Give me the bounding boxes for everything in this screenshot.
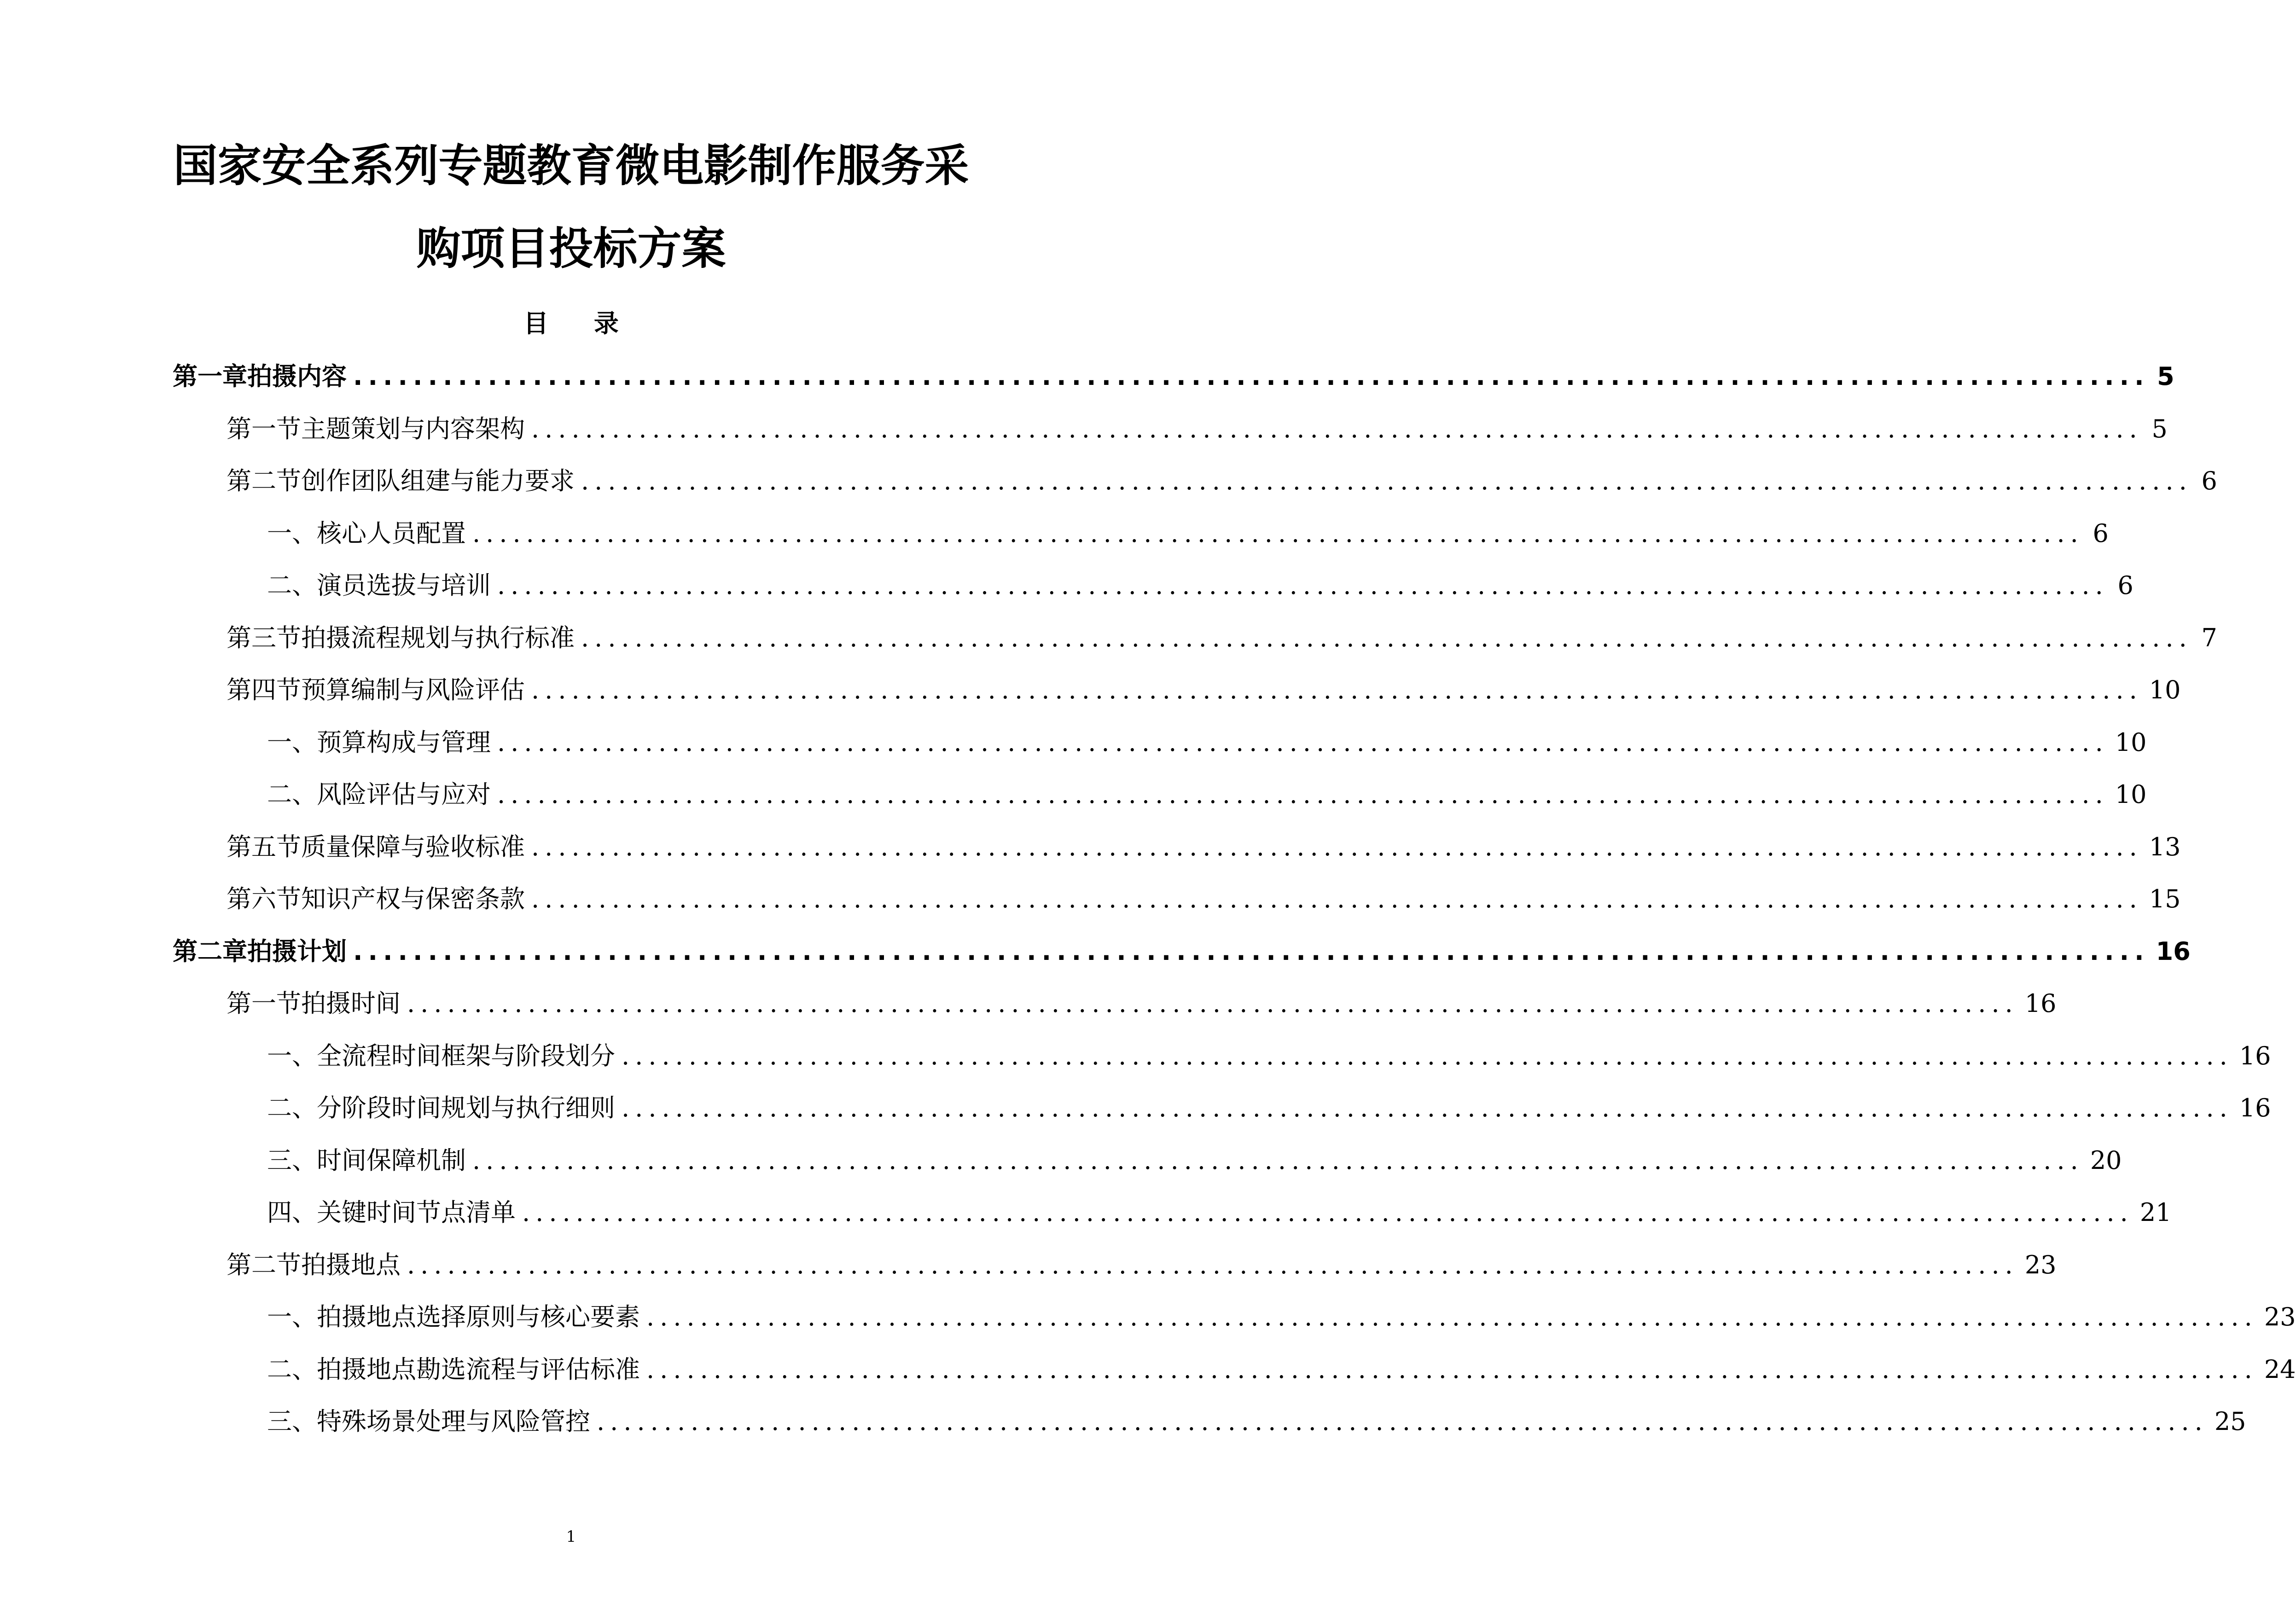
toc-entry[interactable]	[267, 514, 2109, 549]
toc-entry[interactable]	[173, 357, 2174, 392]
toc-entry[interactable]	[267, 1193, 2172, 1228]
toc-dot-leader: ........................................................................................................................	[407, 1250, 2018, 1279]
toc-entry[interactable]	[227, 879, 2181, 914]
toc-entry-number: 一、	[267, 727, 317, 757]
toc-entry-number: 第一节	[227, 414, 301, 443]
toc-entry-number: 一、	[267, 1041, 317, 1070]
toc-entry-title: 风险评估与应对	[317, 780, 491, 809]
toc-dot-leader: ........................................................................................................................	[353, 362, 2150, 391]
toc-entry-title: 演员选拔与培训	[317, 571, 491, 600]
toc-dot-leader: ........................................................................................................................	[407, 989, 2018, 1018]
toc-entry[interactable]	[267, 775, 2147, 810]
toc-entry-title: 预算构成与管理	[317, 727, 491, 757]
toc-entry[interactable]	[173, 932, 2191, 967]
toc-entry[interactable]	[227, 409, 2168, 444]
toc-entry-page: 10	[2115, 727, 2147, 757]
toc-entry-number: 第二节	[227, 1250, 301, 1279]
toc-heading: 目 录	[523, 309, 637, 338]
toc-entry-title: 关键时间节点清单	[317, 1198, 516, 1227]
toc-entry[interactable]	[267, 1036, 2271, 1071]
toc-dot-leader: ........................................................................................................................	[622, 1041, 2233, 1070]
toc-entry-title: 知识产权与保密条款	[301, 884, 525, 913]
toc-entry-number: 第二章	[173, 936, 247, 966]
toc-entry-page: 20	[2090, 1145, 2122, 1175]
toc-entry-number: 二、	[267, 571, 317, 600]
toc-entry-number: 第五节	[227, 832, 301, 861]
toc-entry-page: 15	[2149, 884, 2181, 913]
document-title-line-2: 购项目投标方案	[416, 223, 726, 274]
page-number: 1	[566, 1528, 576, 1546]
toc-dot-leader: ........................................................................................................................	[353, 936, 2150, 966]
toc-entry-title: 特殊场景处理与风险管控	[317, 1407, 590, 1436]
toc-entry-title: 核心人员配置	[317, 518, 466, 548]
toc-dot-leader: ........................................................................................................................	[531, 414, 2143, 443]
toc-dot-leader: ........................................................................................................................	[472, 518, 2084, 548]
toc-dot-leader: ........................................................................................................................	[622, 1093, 2233, 1122]
toc-entry-number: 第三节	[227, 623, 301, 652]
toc-dot-leader: ........................................................................................................................	[581, 623, 2192, 652]
toc-entry-page: 25	[2214, 1407, 2246, 1436]
toc-entry[interactable]	[227, 1245, 2057, 1280]
toc-entry-number: 一、	[267, 518, 317, 548]
toc-entry-number: 一、	[267, 1302, 317, 1331]
toc-entry-title: 全流程时间框架与阶段划分	[317, 1041, 615, 1070]
toc-entry-page: 21	[2139, 1198, 2172, 1227]
toc-entry-title: 拍摄计划	[247, 936, 347, 966]
toc-entry-title: 拍摄流程规划与执行标准	[301, 623, 575, 652]
toc-entry-title: 拍摄地点	[301, 1250, 401, 1279]
toc-entry-number: 第一章	[173, 362, 247, 391]
toc-entry-title: 分阶段时间规划与执行细则	[317, 1093, 615, 1122]
toc-entry-page: 16	[2239, 1093, 2271, 1122]
toc-dot-leader: ........................................................................................................................	[497, 571, 2109, 600]
toc-entry-page: 16	[2239, 1041, 2271, 1070]
toc-entry-page: 6	[2201, 466, 2217, 495]
toc-entry-page: 10	[2115, 780, 2147, 809]
toc-entry-number: 二、	[267, 1093, 317, 1122]
toc-entry[interactable]	[267, 723, 2147, 758]
toc-dot-leader: ........................................................................................................................	[646, 1354, 2258, 1384]
toc-entry-page: 5	[2157, 362, 2174, 391]
toc-entry-title: 拍摄内容	[247, 362, 347, 391]
toc-entry-page: 24	[2264, 1354, 2296, 1384]
toc-entry-page: 16	[2024, 989, 2057, 1018]
toc-entry-title: 质量保障与验收标准	[301, 832, 525, 861]
toc-entry-page: 23	[2264, 1302, 2296, 1331]
toc-entry-title: 拍摄地点勘选流程与评估标准	[317, 1354, 640, 1384]
toc-entry[interactable]	[227, 618, 2217, 653]
toc-entry-title: 创作团队组建与能力要求	[301, 466, 575, 495]
toc-entry[interactable]	[227, 984, 2057, 1019]
toc-dot-leader: ........................................................................................................................	[497, 727, 2109, 757]
toc-dot-leader: ........................................................................................................................	[497, 780, 2109, 809]
toc-entry[interactable]	[227, 461, 2217, 496]
toc-entry[interactable]	[267, 566, 2133, 601]
toc-entry-number: 三、	[267, 1407, 317, 1436]
toc-entry-title: 预算编制与风险评估	[301, 675, 525, 704]
toc-entry-number: 三、	[267, 1145, 317, 1175]
toc-dot-leader: ........................................................................................................................	[522, 1198, 2133, 1227]
toc-entry-number: 第四节	[227, 675, 301, 704]
toc-entry-title: 主题策划与内容架构	[301, 414, 525, 443]
toc-entry[interactable]	[267, 1088, 2271, 1123]
toc-entry-number: 第六节	[227, 884, 301, 913]
toc-dot-leader: ........................................................................................................................	[531, 675, 2143, 704]
toc-entry-page: 16	[2156, 936, 2191, 966]
toc-entry[interactable]	[267, 1141, 2122, 1176]
toc-entry-number: 四、	[267, 1198, 317, 1227]
toc-dot-leader: ........................................................................................................................	[472, 1145, 2084, 1175]
toc-entry-number: 第二节	[227, 466, 301, 495]
toc-dot-leader: ........................................................................................................................	[531, 832, 2143, 861]
toc-entry-page: 7	[2201, 623, 2217, 652]
toc-entry-page: 6	[2117, 571, 2133, 600]
toc-entry-number: 二、	[267, 1354, 317, 1384]
toc-entry[interactable]	[227, 670, 2181, 705]
toc-entry[interactable]	[267, 1297, 2296, 1332]
document-title-line-1: 国家安全系列专题教育微电影制作服务采	[173, 140, 969, 192]
toc-dot-leader: ........................................................................................................................	[646, 1302, 2258, 1331]
toc-entry-title: 时间保障机制	[317, 1145, 466, 1175]
toc-dot-leader: ........................................................................................................................	[531, 884, 2143, 913]
toc-dot-leader: ........................................................................................................................	[597, 1407, 2208, 1436]
toc-entry-number: 第一节	[227, 989, 301, 1018]
toc-entry-number: 二、	[267, 780, 317, 809]
toc-dot-leader: ........................................................................................................................	[581, 466, 2192, 495]
toc-entry[interactable]	[267, 1402, 2246, 1437]
toc-entry[interactable]	[227, 827, 2181, 862]
toc-entry-title: 拍摄时间	[301, 989, 401, 1018]
toc-entry-page: 23	[2024, 1250, 2057, 1279]
toc-entry-page: 5	[2151, 414, 2168, 443]
toc-entry-page: 13	[2149, 832, 2181, 861]
toc-entry-page: 10	[2149, 675, 2181, 704]
toc-entry-title: 拍摄地点选择原则与核心要素	[317, 1302, 640, 1331]
toc-entry-page: 6	[2093, 518, 2109, 548]
toc-entry[interactable]	[267, 1350, 2296, 1385]
